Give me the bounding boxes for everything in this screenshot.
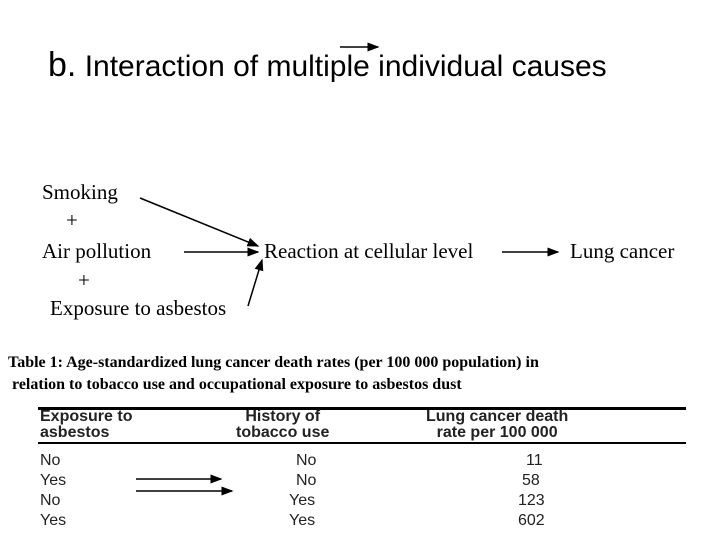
- plus-sign-1: +: [66, 208, 78, 232]
- table-row: [38, 471, 686, 491]
- cell-rate: 11: [526, 452, 543, 469]
- caption-line-1: Table 1: Age-standardized lung cancer death rates (per 100 000 population) in: [8, 354, 539, 371]
- table-row: [38, 511, 686, 531]
- header-asbestos: Exposure to asbestos: [40, 408, 133, 441]
- table-caption: [8, 352, 539, 396]
- title-text: Interaction of multiple individual causes: [76, 50, 607, 83]
- cell-rate: 602: [518, 512, 545, 529]
- rates-table: [38, 404, 686, 531]
- header-tobacco: History of tobacco use: [236, 408, 330, 441]
- table-row: [38, 451, 686, 471]
- plus-sign-2: +: [78, 268, 90, 292]
- cell-asbestos: Yes: [40, 512, 67, 529]
- caption-line-2: relation to tobacco use and occupational exposure to asbestos dust: [12, 376, 462, 393]
- header-rate: Lung cancer death rate per 100 000: [426, 408, 569, 441]
- table-top-rule: [38, 407, 686, 410]
- title-lead: b.: [48, 46, 77, 84]
- smoking-arrow: [140, 198, 258, 246]
- asbestos-arrow: [248, 260, 262, 306]
- cell-asbestos: Yes: [40, 472, 67, 489]
- cell-tobacco: No: [296, 472, 317, 489]
- table-row: [38, 491, 686, 511]
- cell-tobacco: Yes: [289, 512, 316, 529]
- cell-asbestos: No: [40, 492, 61, 509]
- table-header: [38, 404, 686, 440]
- cell-rate: 58: [522, 472, 540, 489]
- cause-asbestos: Exposure to asbestos: [50, 296, 227, 320]
- outcome-lung-cancer: Lung cancer: [570, 239, 675, 263]
- cell-tobacco: No: [296, 452, 317, 469]
- reaction-label: Reaction at cellular level: [264, 239, 474, 263]
- cell-asbestos: No: [40, 452, 61, 469]
- cell-tobacco: Yes: [289, 492, 316, 509]
- cause-air-pollution: Air pollution: [42, 239, 152, 263]
- cause-smoking: Smoking: [42, 180, 118, 204]
- cell-rate: 123: [518, 492, 545, 509]
